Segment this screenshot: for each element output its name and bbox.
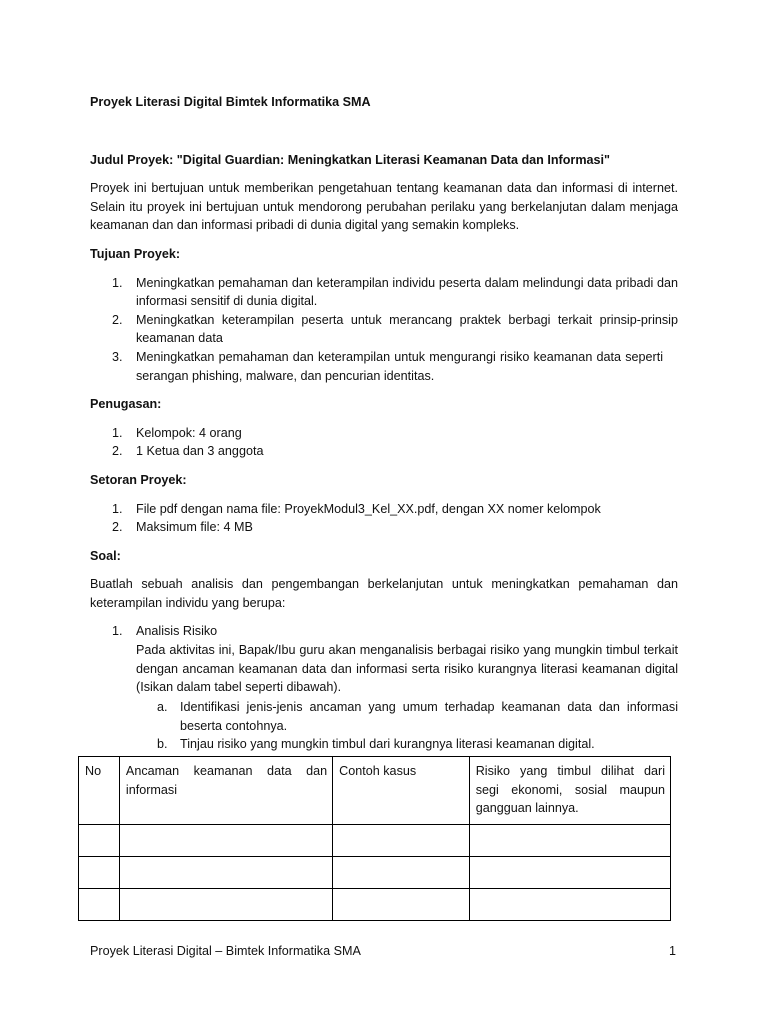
soal-heading: Soal: [90,548,121,563]
table-cell[interactable] [333,856,470,888]
footer-text: Proyek Literasi Digital – Bimtek Informatika SMA [90,944,361,958]
project-title: Judul Proyek: "Digital Guardian: Meningkatkan Literasi Keamanan Data dan Informasi" [90,152,611,167]
list-item: b. Tinjau risiko yang mungkin timbul dari kurangnya literasi keamanan digital. [157,737,595,752]
header-no: No [79,757,120,825]
table-cell[interactable] [469,824,670,856]
soal-item-title: Analisis Risiko [136,624,218,639]
table-cell[interactable] [469,856,670,888]
table-row [79,824,671,856]
setoran-list [90,500,678,537]
table-cell[interactable] [119,856,332,888]
header-contoh-kasus: Contoh kasus [333,757,470,825]
table-cell[interactable] [333,824,470,856]
soal-subitems [90,698,678,754]
table-cell[interactable] [469,888,670,920]
table-row [79,856,671,888]
risk-table [78,756,671,921]
header-ancaman: Ancaman keamanan data dan informasi [119,757,332,825]
list-item: a. Identifikasi jenis-jenis ancaman yang umum terhadap keamanan data dan informasi beserta contohnya. [157,700,678,733]
list-item: 2. Meningkatkan keterampilan peserta untuk merancang praktek berbagi terkait prinsip-prinsip keamanan data [112,312,678,346]
table-row [79,888,671,920]
table-cell[interactable] [79,888,120,920]
list-item: 3. Meningkatkan pemahaman dan keterampilan untuk mengurangi risiko keamanan data sepertiserangan phishing, malware, dan pencurian identitas. [112,349,663,383]
list-item: 1. Kelompok: 4 orang [112,425,242,440]
table-cell[interactable] [333,888,470,920]
soal-list [90,622,678,696]
document-body [90,93,678,707]
table-header-row [79,757,671,825]
penugasan-heading: Penugasan: [90,397,162,412]
table-cell[interactable] [79,824,120,856]
document-title: Proyek Literasi Digital Bimtek Informatika SMA [90,95,371,109]
tujuan-list [90,274,678,386]
table-cell[interactable] [119,824,332,856]
soal-item-description: Pada aktivitas ini, Bapak/Ibu guru akan menganalisis berbagai risiko yang mungkin timbul terkait dengan ancaman keamanan data dan informasi serta risiko kurangnya literasi keamanan digital (Isikan dalam tabel seperti dibawah). [136,643,678,695]
setoran-heading: Setoran Proyek: [90,472,187,487]
list-item: 1. Analisis Risiko Pada aktivitas ini, Bapak/Ibu guru akan menganalisis berbagai risiko yang mungkin timbul terkait dengan ancaman keamanan data dan informasi serta risiko kurangnya literasi keamanan digital (Isikan dalam tabel seperti dibawah). [90,622,678,696]
page-number: 1 [669,944,677,958]
header-risiko: Risiko yang timbul dilihat dari segi ekonomi, sosial maupun gangguan lainnya. [469,757,670,825]
list-item: 2. Maksimum file: 4 MB [112,520,253,535]
list-item: 1. Meningkatkan pemahaman dan keterampilan individu peserta dalam melindungi data pribadi dan informasi sensitif di dunia digital. [112,275,678,309]
soal-intro: Buatlah sebuah analisis dan pengembangan berkelanjutan untuk meningkatkan pemahaman dan keterampilan individu yang berupa: [90,577,678,610]
list-item: 2. 1 Ketua dan 3 anggota [112,444,264,459]
list-item: 1. File pdf dengan nama file: ProyekModul3_Kel_XX.pdf, dengan XX nomer kelompok [112,501,601,516]
table-cell[interactable] [79,856,120,888]
tujuan-heading: Tujuan Proyek: [90,246,181,261]
intro-paragraph: Proyek ini bertujuan untuk memberikan pengetahuan tentang keamanan data dan informasi di internet. Selain itu proyek ini bertujuan untuk mendorong perubahan perilaku yang berkelanjutan dalam menjaga keamanan dan dan informasi pribadi di dunia digital yang semakin kompleks. [90,181,678,233]
penugasan-list [90,424,678,461]
table-cell[interactable] [119,888,332,920]
